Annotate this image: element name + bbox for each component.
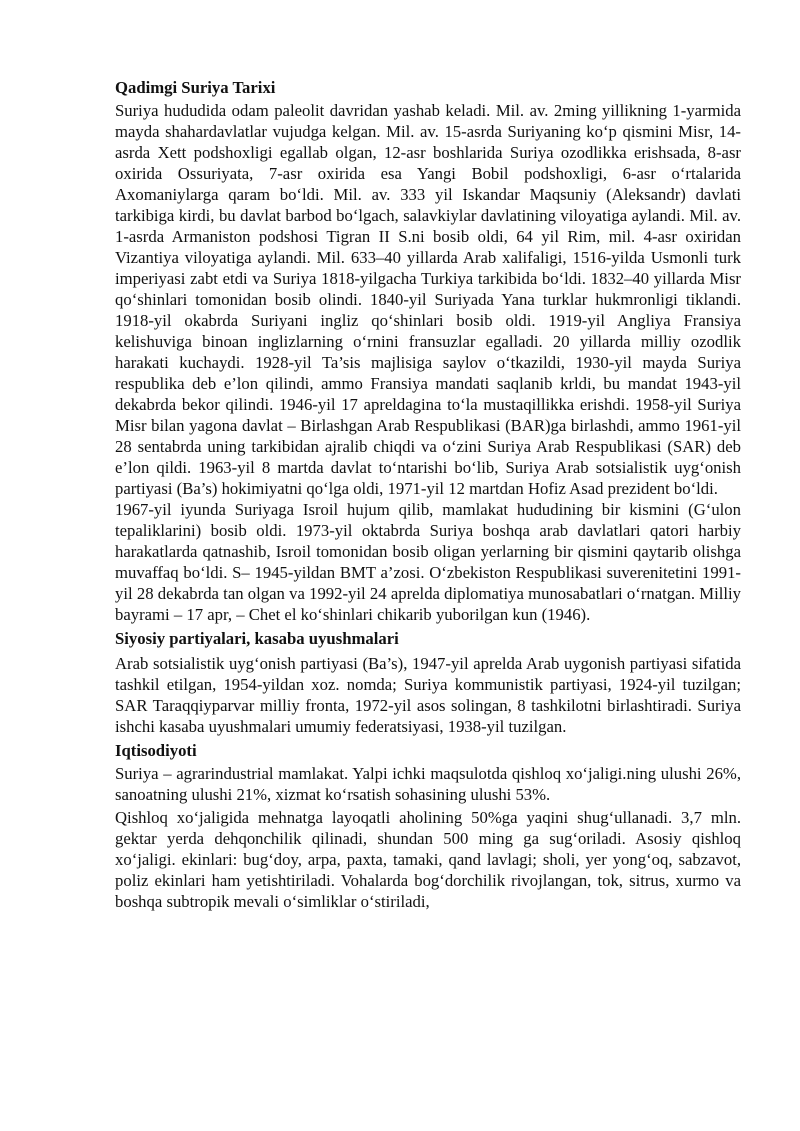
paragraph-ancient-history-2: 1967-yil iyunda Suriyaga Isroil hujum qilib, mamlakat hududining bir kismini (G‘ulon tepaliklarini) bosib oldi. 1973-yil oktabrda Suriya boshqa arab davlatlari qatori harbiy harakatlarda qatnashib, Isroil tomonidan bosib oligan yerlarning bir qismini qaytarib olishga muvaffaq bo‘ldi. S– 1945-yildan BMT a’zosi. O‘zbekiston Respublikasi suverenitetini 1991-yil 28 dekabrda tan olgan va 1992-yil 24 aprelda diplomatiya munosabatlari o‘rnatgan. Milliy bayrami – 17 apr, – Chet el ko‘shinlari chikarib yuborilgan kun (1946). [115,500,741,624]
paragraph-economy-1: Suriya – agrarindustrial mamlakat. Yalpi ichki maqsulotda qishloq xo‘jaligi.ning ulushi 26%, sanoatning ulushi 21%, xizmat ko‘rsatish sohasining ulushi 53%. [115,764,741,804]
paragraph-political-parties: Arab sotsialistik uyg‘onish partiyasi (Ba’s), 1947-yil aprelda Arab uygonish partiyasi sifatida tashkil etilgan, 1954-yildan xoz. nomda; Suriya kommunistik partiyasi, 1924-yil tuzilgan; SAR Taraqqiyparvar milliy fronta, 1972-yil asos solingan, 8 tashkilotni birlashtiradi. Suriya ishchi kasaba uyushmalari umumiy federatsiyasi, 1938-yil tuzilgan. [115,654,741,736]
section-heading-political-parties: Siyosiy partiyalari, kasaba uyushmalari [115,629,399,648]
section-heading-ancient-history: Qadimgi Suriya Tarixi [115,78,276,97]
paragraph-economy-2: Qishloq xo‘jaligida mehnatga layoqatli aholining 50%ga yaqini shug‘ullanadi. 3,7 mln. gektar yerda dehqonchilik qilinadi, shundan 500 ming ga sug‘oriladi. Asosiy qishloq xo‘jaligi. ekinlari: bug‘doy, arpa, paxta, tamaki, qand lavlagi; sholi, yer yong‘oq, sabzavot, poliz ekinlari ham yetishtiriladi. Vohalarda bog‘dorchilik rivojlangan, tok, sitrus, xurmo va boshqa subtropik mevali o‘simliklar o‘stiriladi, [115,808,741,911]
document-page [115,74,741,912]
paragraph-ancient-history-1: Suriya hududida odam paleolit davridan yashab keladi. Mil. av. 2ming yillikning 1-yarmida mayda shahardavlatlar vujudga kelgan. Mil. av. 15-asrda Suriyaning ko‘p qismini Misr, 14-asrda Xett podshoxligi egallab olgan, 12-asr boshlarida Suriya ozodlikka erishsada, 8-asr oxirida Ossuriyata, 7-asr oxirida esa Yangi Bobil podshoxligi, 6-asr o‘rtalarida Axomaniylarga qaram bo‘ldi. Mil. av. 333 yil Iskandar Maqsuniy (Aleksandr) davlati tarkibiga kirdi, bu davlat barbod bo‘lgach, salavkiylar davlatining viloyatiga aylandi. Mil. av. 1-asrda Armaniston podshosi Tigran II S.ni bosib oldi, 64 yil Rim, mil. 4-asr oxiridan Vizantiya viloyatiga aylandi. Mil. 633–40 yillarda Arab xalifaligi, 1516-yilda Usmonli turk imperiyasi zabt etdi va Suriya 1818-yilgacha Turkiya tarkibida bo‘ldi. 1832–40 yillarda Misr qo‘shinlari tomonidan bosib olindi. 1840-yil Suriyada Yana turklar hukmronligi tiklandi. 1918-yil okabrda Suriyani ingliz qo‘shinlari bosib oldi. 1919-yil Angliya Fransiya kelishuviga binoan inglizlarning o‘rnini fransuzlar egalladi. 20 yillarda milliy ozodlik harakati kuchaydi. 1928-yil Ta’sis majlisiga saylov o‘tkazildi, 1930-yil mayda Suriya respublika deb e’lon qilindi, ammo Fransiya mandati saqlanib krldi, bu mandat 1943-yil dekabrda bekor qilindi. 1946-yil 17 apreldagina to‘la mustaqillikka erishdi. 1958-yil Suriya Misr bilan yagona davlat – Birlashgan Arab Respublikasi (BAR)ga birlashdi, ammo 1961-yil 28 sentabrda uning tarkibidan ajralib chiqdi va o‘zini Suriya Arab Respublikasi (SAR) deb e’lon qildi. 1963-yil 8 martda davlat to‘ntarishi bo‘lib, Suriya Arab sotsialistik uyg‘onish partiyasi (Ba’s) hokimiyatni qo‘lga oldi, 1971-yil 12 martdan Hofiz Asad prezident bo‘ldi. [115,101,741,498]
section-heading-economy: Iqtisodiyoti [115,741,197,760]
